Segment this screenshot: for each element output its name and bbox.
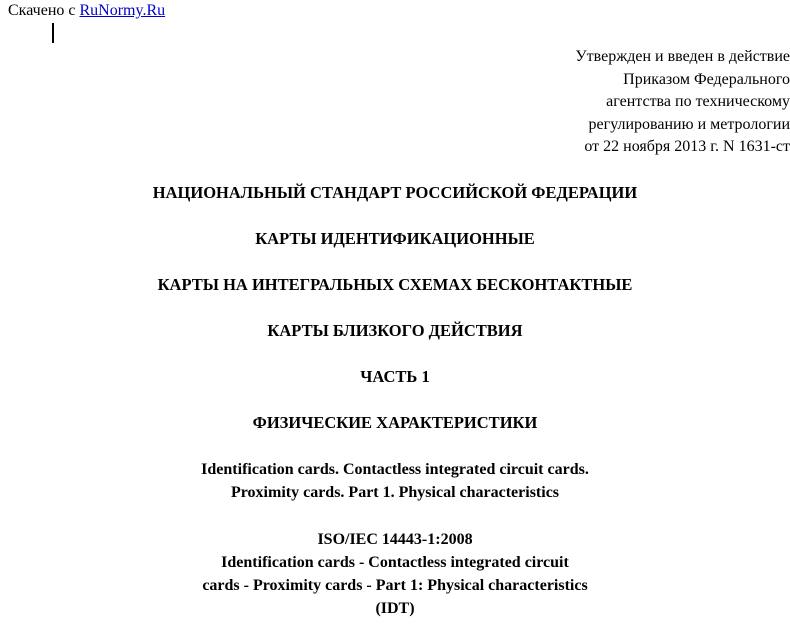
- iso-title-line-3: (IDT): [375, 600, 415, 617]
- iso-title-line-2: cards - Proximity cards - Part 1: Physical characteristics: [202, 577, 588, 594]
- downloaded-prefix: Скачено с: [8, 2, 76, 19]
- approval-line: Утвержден и введен в действие: [575, 48, 790, 65]
- standard-type-heading: НАЦИОНАЛЬНЫЙ СТАНДАРТ РОССИЙСКОЙ ФЕДЕРАЦИИ: [152, 183, 638, 202]
- approval-line: регулированию и метрологии: [588, 115, 790, 133]
- iso-reference: [0, 528, 790, 620]
- english-title-line-2: Proximity cards. Part 1. Physical characteristics: [230, 484, 560, 501]
- english-title-line-1: Identification cards. Contactless integrated circuit cards.: [201, 461, 589, 478]
- runormy-link[interactable]: RuNormy.Ru: [79, 2, 166, 19]
- part-heading: ЧАСТЬ 1: [360, 367, 430, 386]
- approval-line: от 22 ноября 2013 г. N 1631-ст: [584, 138, 790, 156]
- english-title: [0, 458, 790, 504]
- text-cursor: [52, 23, 54, 43]
- iso-code: ISO/IEC 14443-1:2008: [317, 531, 473, 548]
- approval-block: [460, 46, 790, 159]
- title-line-1: КАРТЫ ИДЕНТИФИКАЦИОННЫЕ: [255, 229, 535, 248]
- title-line-3: КАРТЫ БЛИЗКОГО ДЕЙСТВИЯ: [267, 321, 523, 340]
- iso-title-line-1: Identification cards - Contactless integrated circuit: [221, 554, 569, 571]
- title-line-2: КАРТЫ НА ИНТЕГРАЛЬНЫХ СХЕМАХ БЕСКОНТАКТНЫЕ: [157, 275, 633, 294]
- approval-line: агентства по техническому: [606, 93, 790, 111]
- approval-line: Приказом Федерального: [623, 70, 790, 88]
- source-line: [8, 2, 165, 20]
- subject-heading: ФИЗИЧЕСКИЕ ХАРАКТЕРИСТИКИ: [252, 413, 538, 432]
